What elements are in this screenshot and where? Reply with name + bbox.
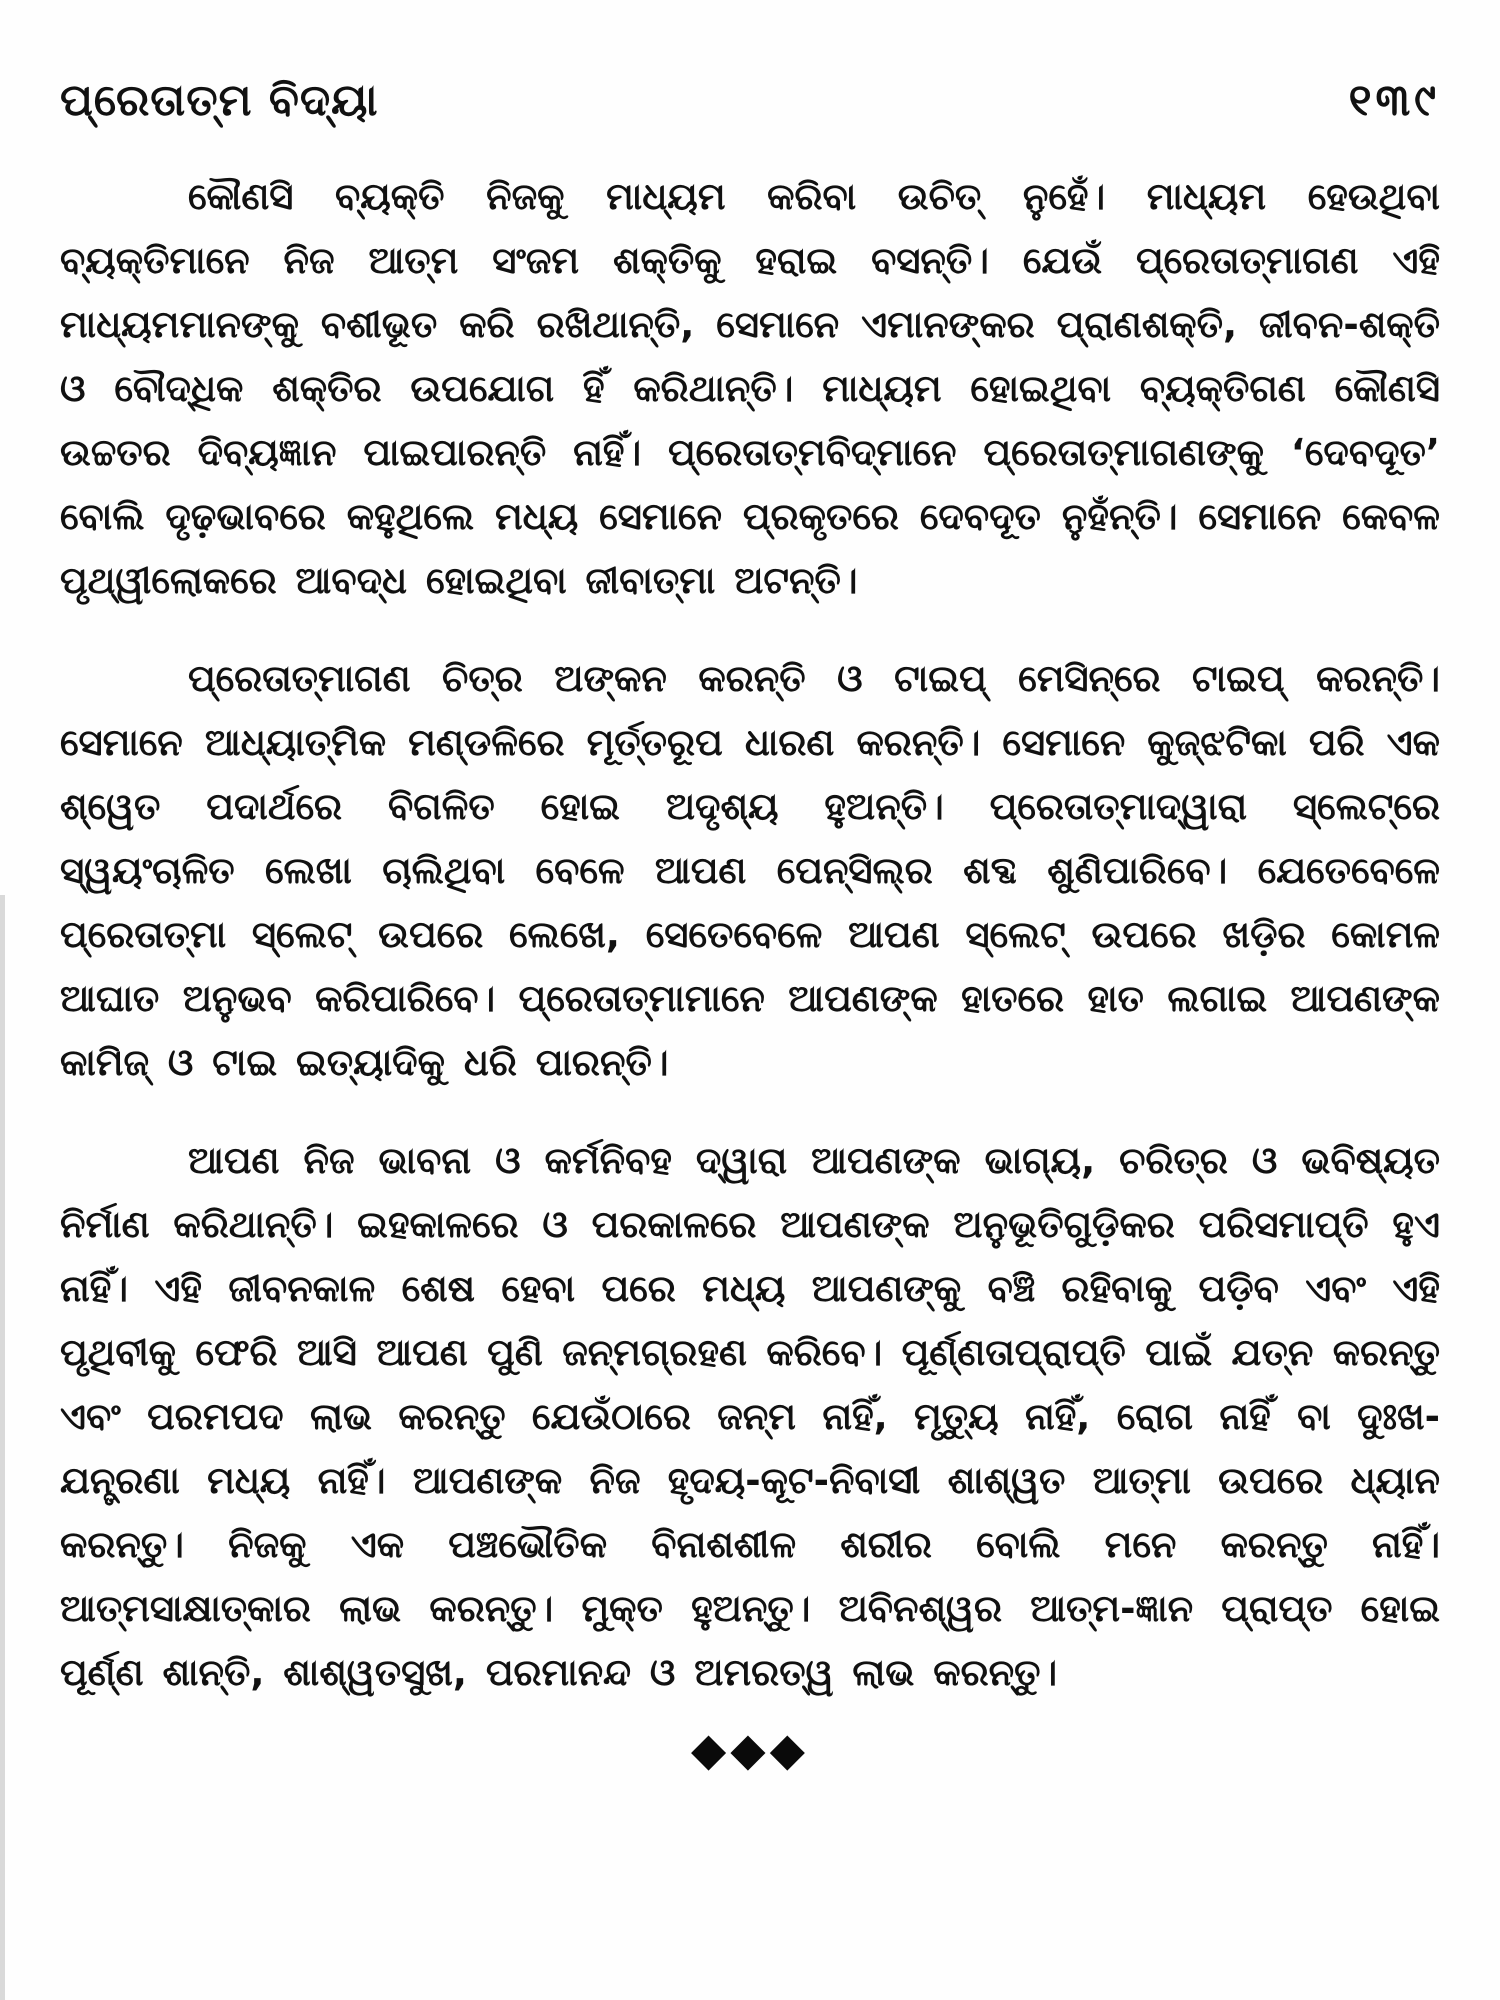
page-number: ୧୩୯ xyxy=(1348,74,1440,126)
paragraph-1: କୌଣସି ବ୍ୟକ୍ତି ନିଜକୁ ମାଧ୍ୟମ କରିବା ଉଚିତ୍ ନୁହେଁ। ମାଧ୍ୟମ ହେଉଥିବା ବ୍ୟକ୍ତିମାନେ ନିଜ ଆତ୍ମ ସଂଜମ ଶକ୍ତିକୁ ହରାଇ ବସନ୍ତି। ଯେଉଁ ପ୍ରେତାତ୍ମାଗଣ ଏହି ମାଧ୍ୟମମାନଙ୍କୁ ବଶୀଭୂତ କରି ରଖିଥାନ୍ତି, ସେମାନେ ଏମାନଙ୍କର ପ୍ରାଣଶକ୍ତି, ଜୀବନ-ଶକ୍ତି ଓ ବୌଦ୍ଧିକ ଶକ୍ତିର ଉପଯୋଗ ହିଁ କରିଥାନ୍ତି। ମାଧ୍ୟମ ହୋଇଥିବା ବ୍ୟକ୍ତିଗଣ କୌଣସି ଉଚ୍ଚତର ଦିବ୍ୟଜ୍ଞାନ ପାଇପାରନ୍ତି ନାହିଁ। ପ୍ରେତାତ୍ମବିଦ୍‌ମାନେ ପ୍ରେତାତ୍ମାଗଣଙ୍କୁ ‘ଦେବଦୂତ’ ବୋଲି ଦୃଢ଼ଭାବରେ କହୁଥିଲେ ମଧ୍ୟ ସେମାନେ ପ୍ରକୃତରେ ଦେବଦୂତ ନୁହଁନ୍ତି। ସେମାନେ କେବଳ ପୃଥ୍ୱୀଲୋକରେ ଆବଦ୍ଧ ହୋଇଥିବା ଜୀବାତ୍ମା ଅଟନ୍ତି। xyxy=(60,175,1440,602)
paragraph-2: ପ୍ରେତାତ୍ମାଗଣ ଚିତ୍ର ଅଙ୍କନ କରନ୍ତି ଓ ଟାଇପ୍ ମେସିନ୍‌ରେ ଟାଇପ୍ କରନ୍ତି। ସେମାନେ ଆଧ୍ୟାତ୍ମିକ ମଣ୍ଡଳିରେ ମୂର୍ତ୍ତରୂପ ଧାରଣ କରନ୍ତି। ସେମାନେ କୁଜ୍‌ଝଟିକା ପରି ଏକ ଶ୍ୱେତ ପଦାର୍ଥରେ ବିଗଳିତ ହୋଇ ଅଦୃଶ୍ୟ ହୁଅନ୍ତି। ପ୍ରେତାତ୍ମାଦ୍ୱାରା ସ୍ଲେଟ୍‌ରେ ସ୍ୱୟଂଚାଳିତ ଲେଖା ଚାଲିଥିବା ବେଳେ ଆପଣ ପେନ୍‌ସିଲ୍‌ର ଶବ୍ଦ ଶୁଣିପାରିବେ। ଯେତେବେଳେ ପ୍ରେତାତ୍ମା ସ୍ଲେଟ୍ ଉପରେ ଲେଖେ, ସେତେବେଳେ ଆପଣ ସ୍ଲେଟ୍ ଉପରେ ଖଡ଼ିର କୋମଳ ଆଘାତ ଅନୁଭବ କରିପାରିବେ। ପ୍ରେତାତ୍ମାମାନେ ଆପଣଙ୍କ ହାତରେ ହାତ ଲଗାଇ ଆପଣଙ୍କ କାମିଜ୍ ଓ ଟାଇ ଇତ୍ୟାଦିକୁ ଧରି ପାରନ୍ତି। xyxy=(60,657,1440,1084)
page-header xyxy=(60,70,1440,130)
paragraph-3: ଆପଣ ନିଜ ଭାବନା ଓ କର୍ମନିବହ ଦ୍ୱାରା ଆପଣଙ୍କ ଭାଗ୍ୟ, ଚରିତ୍ର ଓ ଭବିଷ୍ୟତ ନିର୍ମାଣ କରିଥାନ୍ତି। ଇହକାଳରେ ଓ ପରକାଳରେ ଆପଣଙ୍କ ଅନୁଭୂତିଗୁଡ଼ିକର ପରିସମାପ୍ତି ହୁଏ ନାହିଁ। ଏହି ଜୀବନକାଳ ଶେଷ ହେବା ପରେ ମଧ୍ୟ ଆପଣଙ୍କୁ ବଞ୍ଚି ରହିବାକୁ ପଡ଼ିବ ଏବଂ ଏହି ପୃଥିବୀକୁ ଫେରି ଆସି ଆପଣ ପୁଣି ଜନ୍ମଗ୍ରହଣ କରିବେ। ପୂର୍ଣ୍ଣତାପ୍ରାପ୍ତି ପାଇଁ ଯତ୍ନ କରନ୍ତୁ ଏବଂ ପରମପଦ ଲାଭ କରନ୍ତୁ ଯେଉଁଠାରେ ଜନ୍ମ ନାହିଁ, ମୃତ୍ୟୁ ନାହିଁ, ରୋଗ ନାହିଁ ବା ଦୁଃଖ-ଯନ୍ତ୍ରଣା ମଧ୍ୟ ନାହିଁ। ଆପଣଙ୍କ ନିଜ ହୃଦୟ-କୂଟ-ନିବାସୀ ଶାଶ୍ୱତ ଆତ୍ମା ଉପରେ ଧ୍ୟାନ କରନ୍ତୁ। ନିଜକୁ ଏକ ପଞ୍ଚଭୌତିକ ବିନାଶଶୀଳ ଶରୀର ବୋଲି ମନେ କରନ୍ତୁ ନାହିଁ। ଆତ୍ମସାକ୍ଷାତ୍କାର ଲାଭ କରନ୍ତୁ। ମୁକ୍ତ ହୁଅନ୍ତୁ। ଅବିନଶ୍ୱର ଆତ୍ମ-ଜ୍ଞାନ ପ୍ରାପ୍ତ ହୋଇ ପୂର୍ଣ୍ଣ ଶାନ୍ତି, ଶାଶ୍ୱତସୁଖ, ପରମାନନ୍ଦ ଓ ଅମରତ୍ୱ ଲାଭ କରନ୍ତୁ। xyxy=(60,1139,1440,1694)
scan-edge-shadow xyxy=(0,895,5,2000)
chapter-title: ପ୍ରେତାତ୍ମ ବିଦ୍ୟା xyxy=(60,74,379,126)
end-ornament-diamonds: ◆◆◆ xyxy=(690,1722,810,1776)
body-text xyxy=(60,165,1440,1739)
